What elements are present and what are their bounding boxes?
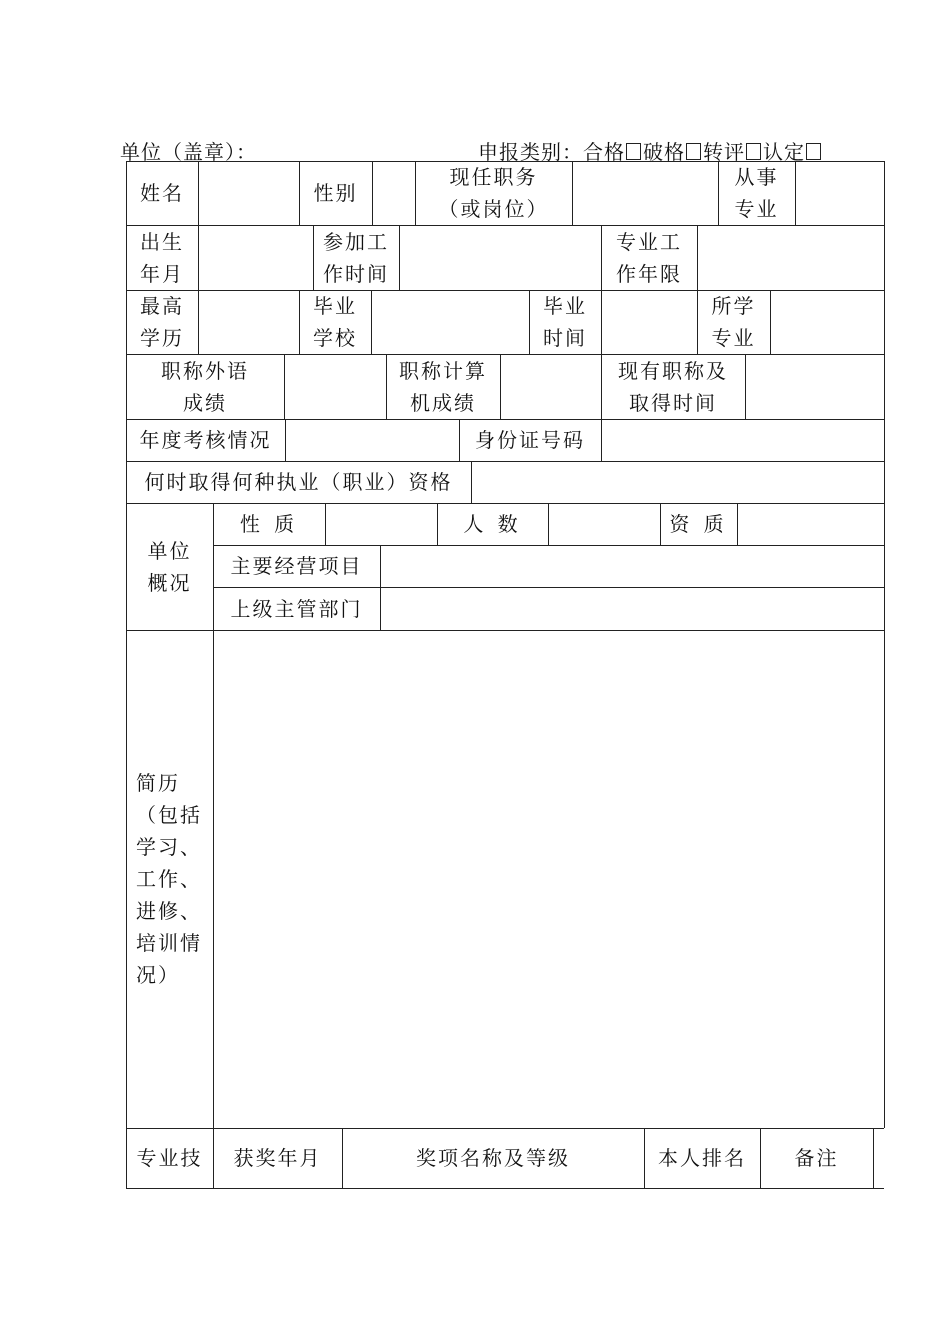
professional-years-field[interactable] — [697, 225, 884, 290]
option-recognition-label: 认定 — [763, 140, 805, 164]
name-label: 姓名 — [140, 181, 184, 205]
option-exception-label: 破格 — [643, 140, 685, 164]
option-transfer-label: 转评 — [703, 140, 745, 164]
unit-stamp-label: 单位（盖章）： — [120, 140, 257, 164]
school-label: 毕业 学校 — [313, 294, 357, 350]
current-title-label: 现有职称及 取得时间 — [618, 358, 728, 415]
current-position-field[interactable] — [572, 161, 718, 225]
unit-headcount-label: 人 数 — [463, 512, 522, 536]
major-label: 所学 专业 — [711, 294, 756, 350]
work-start-label: 参加工 作时间 — [323, 229, 389, 286]
supervising-department-label: 上级主管部门 — [230, 596, 363, 621]
unit-credentials-label: 资 质 — [669, 512, 728, 536]
option-exception-checkbox[interactable] — [686, 143, 701, 160]
option-pass-label: 合格 — [583, 140, 625, 164]
supervising-department-field[interactable] — [380, 587, 884, 630]
major-field[interactable] — [770, 290, 884, 354]
qualification-field[interactable] — [471, 461, 884, 503]
graduation-time-field[interactable] — [601, 290, 697, 354]
unit-credentials-field[interactable] — [737, 503, 884, 545]
remark-header: 备注 — [794, 1146, 839, 1170]
main-business-field[interactable] — [380, 545, 884, 587]
foreign-language-score-label: 职称外语 成绩 — [161, 358, 249, 415]
category-label: 申报类别： — [478, 140, 583, 164]
specialty-field[interactable] — [795, 161, 884, 225]
annual-appraisal-label: 年度考核情况 — [139, 428, 272, 452]
work-start-field[interactable] — [399, 225, 601, 290]
gender-field[interactable] — [372, 161, 415, 225]
computer-score-field[interactable] — [500, 354, 601, 419]
education-field[interactable] — [198, 290, 299, 354]
table-line — [884, 161, 885, 1128]
education-label: 最高 学历 — [140, 294, 184, 350]
school-field[interactable] — [371, 290, 529, 354]
name-field[interactable] — [198, 161, 299, 225]
computer-score-label: 职称计算 机成绩 — [399, 358, 487, 415]
professional-awards-label: 专业技 — [136, 1146, 203, 1170]
award-date-header: 获奖年月 — [233, 1146, 322, 1170]
current-position-label: 现任职务 （或岗位） — [438, 165, 549, 221]
table-line — [126, 1188, 884, 1189]
resume-label: 简历 （包括 学习、 工作、 进修、 培训情 况） — [136, 771, 202, 987]
specialty-label: 从事 专业 — [734, 165, 779, 221]
foreign-language-score-field[interactable] — [284, 354, 386, 419]
current-title-field[interactable] — [745, 354, 884, 419]
annual-appraisal-field[interactable] — [285, 419, 459, 461]
main-business-label: 主要经营项目 — [230, 554, 363, 578]
unit-headcount-field[interactable] — [548, 503, 660, 545]
option-transfer-checkbox[interactable] — [746, 143, 761, 160]
professional-years-label: 专业工 作年限 — [616, 229, 682, 286]
option-recognition-checkbox[interactable] — [806, 143, 821, 160]
option-pass-checkbox[interactable] — [626, 143, 641, 160]
unit-nature-label: 性 质 — [239, 512, 299, 536]
resume-field[interactable] — [213, 630, 884, 1128]
graduation-time-label: 毕业 时间 — [543, 294, 587, 350]
birth-date-field[interactable] — [198, 225, 313, 290]
award-name-header: 奖项名称及等级 — [416, 1146, 570, 1170]
table-line — [873, 1128, 874, 1188]
id-number-label: 身份证号码 — [475, 428, 585, 452]
unit-nature-field[interactable] — [325, 503, 437, 545]
qualification-label: 何时取得何种执业（职业）资格 — [144, 470, 453, 494]
birth-date-label: 出生 年月 — [140, 229, 184, 286]
id-number-field[interactable] — [601, 419, 884, 461]
personal-rank-header: 本人排名 — [658, 1146, 746, 1170]
unit-overview-label: 单位 概况 — [147, 538, 192, 595]
gender-label: 性别 — [313, 181, 358, 205]
